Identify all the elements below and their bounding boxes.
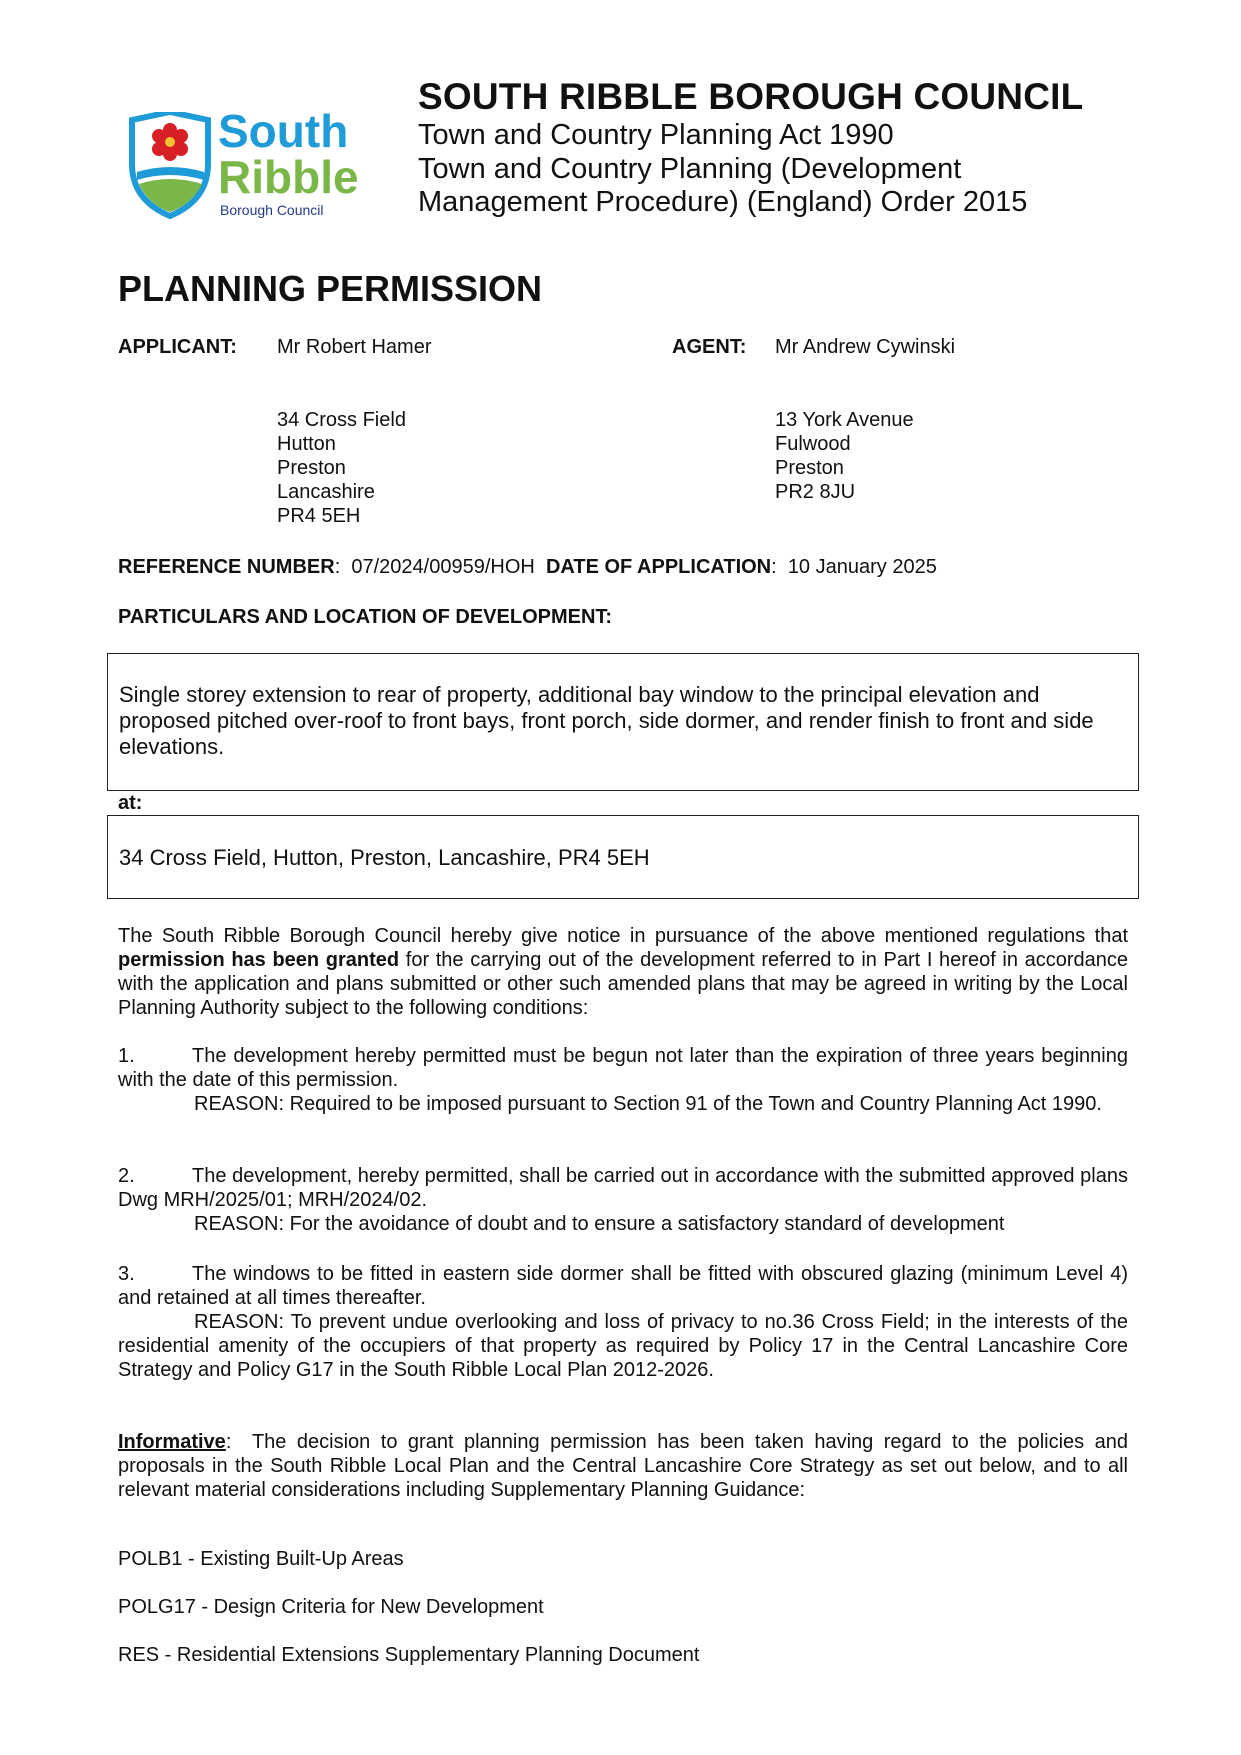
condition-3 <box>118 1262 1128 1382</box>
address-line: 13 York Avenue <box>775 409 914 431</box>
condition-reason: REASON: Required to be imposed pursuant to Section 91 of the Town and Country Planning Act 1990. <box>194 1093 1102 1115</box>
condition-number: 2. <box>118 1165 135 1187</box>
condition-text: The development, hereby permitted, shall be carried out in accordance with the submitted approved plans Dwg MRH/2025/01; MRH/2024/02. <box>118 1165 1128 1211</box>
condition-reason: REASON: To prevent undue overlooking and loss of privacy to no.36 Cross Field; in the interests of the residential amenity of the occupiers of that property as required by Policy 17 in the Central Lancashire Core Strategy and Policy G17 in the South Ribble Local Plan 2012-2026. <box>118 1311 1128 1381</box>
address-line: PR4 5EH <box>277 505 361 527</box>
address-line: Lancashire <box>277 481 375 503</box>
reference-line: REFERENCE NUMBER: 07/2024/00959/HOH DATE OF APPLICATION: 10 January 2025 <box>118 556 937 578</box>
date-of-application-label: DATE OF APPLICATION <box>545 556 772 578</box>
applicant-label: APPLICANT: <box>118 336 237 358</box>
condition-number: 1. <box>118 1045 135 1067</box>
address-line: Preston <box>277 457 346 479</box>
logo-subtitle: Borough Council <box>220 202 324 218</box>
council-logo <box>128 105 378 222</box>
address-line: PR2 8JU <box>775 481 856 503</box>
condition-number: 3. <box>118 1263 135 1285</box>
applicant-address <box>277 408 406 528</box>
informative-label: Informative <box>118 1431 226 1453</box>
address-line: Preston <box>775 457 844 479</box>
logo-word-south: South <box>218 105 349 157</box>
applicant-name: Mr Robert Hamer <box>277 336 432 358</box>
location-box <box>107 815 1139 899</box>
informative-text: The decision to grant planning permission has been taken having regard to the policies and proposals in the South Ribble Local Plan and the Central Lancashire Core Strategy as set out below, and to all relevant material considerations including Supplementary Planning Guidance: <box>118 1431 1129 1501</box>
particulars-heading: PARTICULARS AND LOCATION OF DEVELOPMENT: <box>118 606 613 628</box>
logo-word-ribble: Ribble <box>218 151 359 203</box>
document-title: PLANNING PERMISSION <box>118 268 543 309</box>
at-label: at: <box>118 792 143 814</box>
date-of-application: 10 January 2025 <box>787 556 937 578</box>
policy-item: POLG17 - Design Criteria for New Development <box>118 1596 544 1618</box>
address-line: Hutton <box>277 433 336 455</box>
address-line: 34 Cross Field <box>277 409 406 431</box>
agent-address <box>775 408 914 504</box>
condition-text: The development hereby permitted must be begun not later than the expiration of three years beginning with the date of this permission. <box>118 1045 1128 1091</box>
condition-text: The windows to be fitted in eastern side dormer shall be fitted with obscured glazing (minimum Level 4) and retained at all times thereafter. <box>118 1263 1128 1309</box>
development-description: Single storey extension to rear of property, additional bay window to the principal elevation and proposed pitched over-roof to front bays, front porch, side dormer, and render finish to front and side elevations. <box>119 682 1094 759</box>
development-description-box <box>107 653 1139 791</box>
location-address: 34 Cross Field, Hutton, Preston, Lancashire, PR4 5EH <box>119 845 650 870</box>
policy-item: RES - Residential Extensions Supplementary Planning Document <box>118 1644 700 1666</box>
act-line-2: Town and Country Planning (Development <box>418 153 962 185</box>
reference-label: REFERENCE NUMBER <box>118 556 335 578</box>
condition-1 <box>118 1044 1128 1116</box>
condition-reason: REASON: For the avoidance of doubt and to ensure a satisfactory standard of development <box>194 1213 1005 1235</box>
notice-text-2: for the carrying out of the development referred to in Part I hereof in accordance with the application and plans submitted or other such amended plans that may be agreed in writing by the Local Planning Authority subject to the following conditions: <box>118 949 1129 1019</box>
agent-name: Mr Andrew Cywinski <box>775 336 956 358</box>
reference-number: 07/2024/00959/HOH <box>351 556 535 578</box>
condition-2 <box>118 1164 1128 1236</box>
notice-granted: permission has been granted <box>118 949 400 971</box>
agent-label: AGENT: <box>672 336 747 358</box>
address-line: Fulwood <box>775 433 851 455</box>
policy-item: POLB1 - Existing Built-Up Areas <box>118 1548 404 1570</box>
notice-paragraph <box>118 924 1128 1020</box>
act-line-3: Management Procedure) (England) Order 2015 <box>418 186 1028 218</box>
act-line-1: Town and Country Planning Act 1990 <box>418 119 894 151</box>
council-name: SOUTH RIBBLE BOROUGH COUNCIL <box>418 76 1084 117</box>
notice-text-1: The South Ribble Borough Council hereby give notice in pursuance of the above mentioned regulations that <box>118 925 1128 947</box>
informative-paragraph: Informative: The decision to grant planning permission has been taken having regard to the policies and proposals in the South Ribble Local Plan and the Central Lancashire Core Strategy as set out below, and to all relevant material considerations including Supplementary Planning Guidance: <box>118 1431 1129 1501</box>
